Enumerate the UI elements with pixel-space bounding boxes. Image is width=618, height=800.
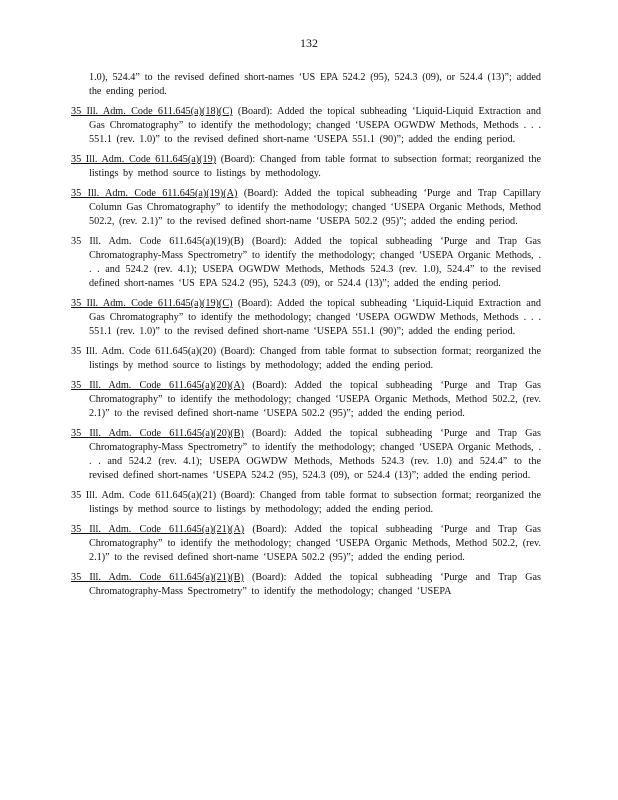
entry-citation: 35 Ill. Adm. Code 611.645(a)(20)(A) bbox=[71, 380, 245, 391]
entry-text: (Board): Changed from table format to subsection format; reorganized the listings by method source to listings by methodology; added the ending period. bbox=[89, 490, 542, 515]
entry-21b bbox=[71, 571, 541, 599]
entry-text: (Board): Added the topical subheading ‘Purge and Trap Gas Chromatography” to identify the methodology; changed ‘USEPA Organic Methods, Method 502.2, (rev. 2.1)” to the revised defined short-name ‘USEPA 502.2 (95)”; added the ending period. bbox=[89, 380, 541, 419]
entry-text: (Board): Added the topical subheading ‘Purge and Trap Gas Chromatography-Mass Spectrometry” to identify the methodology; changed ‘USEPA Organic Methods, . . . and 524.2 (rev. 4.1); USEPA OGWDW Methods, Methods 524.3 (rev. 1.0) and 524.4” to the revised defined short-names ‘USEPA 524.2 (95), 524.3 (09), or 524.4 (13)”; added the ending period. bbox=[89, 428, 541, 481]
entry-text: (Board): Added the topical subheading ‘Purge and Trap Gas Chromatography” to identify the methodology; changed ‘USEPA Organic Methods, Method 502.2, (rev. 2.1)” to the revised defined short-name ‘USEPA 502.2 (95)”; added the ending period. bbox=[89, 524, 541, 563]
entry-text: (Board): Changed from table format to subsection format; reorganized the listings by method source to listings by methodology. bbox=[89, 154, 542, 179]
entry-20 bbox=[71, 345, 541, 373]
entry-20a bbox=[71, 379, 541, 421]
entry-citation: 35 Ill. Adm. Code 611.645(a)(21) bbox=[71, 490, 217, 501]
entry-19 bbox=[71, 153, 541, 181]
document-body bbox=[71, 71, 541, 605]
entry-citation: 35 Ill. Adm. Code 611.645(a)(19) bbox=[71, 154, 217, 165]
entry-citation: 35 Ill. Adm. Code 611.645(a)(19)(C) bbox=[71, 298, 233, 309]
entry-text: 1.0), 524.4” to the revised defined short-names ‘US EPA 524.2 (95), 524.3 (09), or 524.4 (13)”; added the ending period. bbox=[89, 72, 541, 97]
entry-citation: 35 Ill. Adm. Code 611.645(a)(18)(C) bbox=[71, 106, 233, 117]
entry-text: (Board): Added the topical subheading ‘Purge and Trap Gas Chromatography-Mass Spectrometry” to identify the methodology; changed ‘USEPA Organic Methods, . . . and 524.2 (rev. 4.1); USEPA OGWDW Methods, Methods 524.3 (rev. 1.0), 524.4” to the revised defined short-names ‘US EPA 524.2 (95), 524.3 (09), or 524.4 (13)”; added the ending period. bbox=[89, 236, 541, 289]
entry-text: (Board): Added the topical subheading ‘Purge and Trap Capillary Column Gas Chromatography” to identify the methodology; changed ‘USEPA Organic Methods, Method 502.2, (rev. 2.1)” to the revised defined short-name ‘USEPA 502.2 (95)”; added the ending period. bbox=[89, 188, 542, 227]
entry-continuation bbox=[71, 71, 541, 99]
entry-text: (Board): Changed from table format to subsection format; reorganized the listings by method source to listings by methodology; added the ending period. bbox=[89, 346, 542, 371]
entry-20b bbox=[71, 427, 541, 483]
entry-citation: 35 Ill. Adm. Code 611.645(a)(19)(A) bbox=[71, 188, 238, 199]
entry-19a bbox=[71, 187, 541, 229]
entry-19c bbox=[71, 297, 541, 339]
entry-citation: 35 Ill. Adm. Code 611.645(a)(21)(A) bbox=[71, 524, 245, 535]
entry-text: (Board): Added the topical subheading ‘Liquid-Liquid Extraction and Gas Chromatography” to identify the methodology; changed ‘USEPA OGWDW Methods, Methods . . . 551.1 (rev. 1.0)” to the revised defined short-name ‘USEPA 551.1 (90)”; added the ending period. bbox=[89, 106, 542, 145]
entry-19b bbox=[71, 235, 541, 291]
entry-citation: 35 Ill. Adm. Code 611.645(a)(19)(B) bbox=[71, 236, 244, 247]
entry-citation: 35 Ill. Adm. Code 611.645(a)(20) bbox=[71, 346, 217, 357]
entry-21a bbox=[71, 523, 541, 565]
page-number: 132 bbox=[300, 36, 318, 50]
entry-citation: 35 Ill. Adm. Code 611.645(a)(21)(B) bbox=[71, 572, 244, 583]
entry-citation: 35 Ill. Adm. Code 611.645(a)(20)(B) bbox=[71, 428, 244, 439]
entry-21 bbox=[71, 489, 541, 517]
entry-18c bbox=[71, 105, 541, 147]
entry-text: (Board): Added the topical subheading ‘Liquid-Liquid Extraction and Gas Chromatography” to identify the methodology; changed ‘USEPA OGWDW Methods, Methods . . . 551.1 (rev. 1.0)” to the revised defined short-name ‘USEPA 551.1 (90)”; added the ending period. bbox=[89, 298, 542, 337]
entry-text: (Board): Added the topical subheading ‘Purge and Trap Gas Chromatography-Mass Spectrometry” to identify the methodology; changed ‘USEPA bbox=[89, 572, 541, 597]
